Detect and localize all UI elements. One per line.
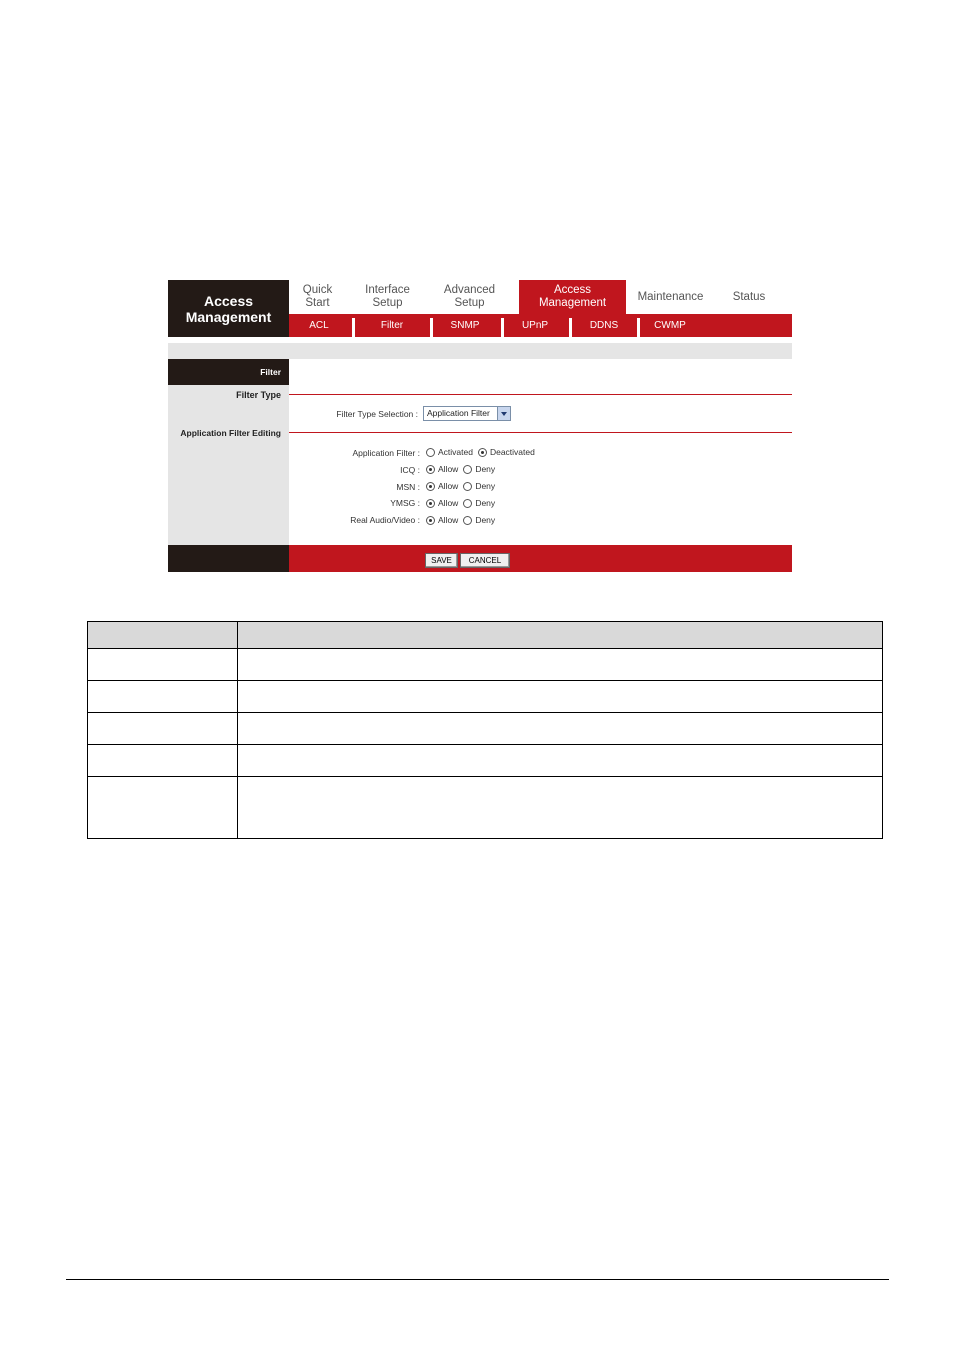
radio-real-av-deny[interactable]	[463, 516, 472, 525]
tab-interface-setup-label: Interface Setup	[365, 284, 410, 309]
radio-msn-deny-label: Deny	[475, 481, 496, 491]
radio-ymsg-allow[interactable]	[426, 499, 435, 508]
real-audio-video-label: Real Audio/Video :	[350, 515, 420, 525]
radio-ymsg-allow-label: Allow	[438, 498, 459, 508]
tab-interface-setup[interactable]	[350, 280, 425, 314]
sub-nav	[289, 314, 792, 337]
subtab-cwmp[interactable]: CWMP	[654, 320, 686, 331]
tab-status-label: Status	[732, 290, 766, 303]
radio-ymsg-deny-label: Deny	[475, 498, 496, 508]
footer-left-block	[168, 545, 289, 572]
table-cell	[88, 649, 238, 681]
section-title: Filter	[168, 359, 289, 385]
radio-icq-deny-label: Deny	[475, 464, 496, 474]
radio-real-av-allow-label: Allow	[438, 515, 459, 525]
tab-access-management[interactable]	[519, 280, 626, 314]
radio-icq-deny[interactable]	[463, 465, 472, 474]
radio-deactivated-label: Deactivated	[489, 447, 535, 457]
table-cell	[238, 713, 883, 745]
ymsg-radio-group	[426, 498, 500, 508]
table-row	[88, 649, 883, 681]
table-row	[88, 681, 883, 713]
subtab-ddns[interactable]: DDNS	[589, 320, 619, 331]
filter-type-select[interactable]	[423, 406, 511, 421]
application-filter-radio-group	[426, 447, 540, 457]
main-nav	[289, 280, 792, 314]
icq-radio-group	[426, 464, 500, 474]
table-cell	[238, 745, 883, 777]
radio-msn-deny[interactable]	[463, 482, 472, 491]
tab-quick-start-label: Quick Start	[302, 284, 333, 309]
footer-action-bar	[289, 545, 792, 572]
radio-msn-allow-label: Allow	[438, 481, 459, 491]
application-filter-label: Application Filter :	[352, 448, 420, 458]
tab-maintenance-label: Maintenance	[637, 290, 704, 303]
subtab-acl[interactable]: ACL	[309, 320, 329, 331]
tab-advanced-setup[interactable]	[431, 280, 508, 314]
brand-logo	[168, 280, 289, 337]
radio-msn-allow[interactable]	[426, 482, 435, 491]
tab-access-management-label: Access Management	[538, 284, 607, 309]
filter-type-select-value: Application Filter	[427, 408, 490, 418]
filter-type-selection-label: Filter Type Selection :	[336, 409, 418, 419]
table-cell	[238, 777, 883, 839]
radio-activated[interactable]	[426, 448, 435, 457]
cancel-button[interactable]: CANCEL	[460, 553, 510, 568]
table-row	[88, 777, 883, 839]
table-row	[88, 713, 883, 745]
description-table	[87, 621, 883, 839]
radio-icq-allow[interactable]	[426, 465, 435, 474]
tab-status[interactable]	[719, 280, 779, 314]
icq-label: ICQ :	[400, 465, 420, 475]
save-button[interactable]: SAVE	[425, 553, 458, 568]
router-admin-panel	[168, 280, 792, 572]
tab-quick-start[interactable]	[289, 280, 346, 314]
subtab-filter[interactable]: Filter	[380, 320, 404, 331]
radio-deactivated[interactable]	[478, 448, 487, 457]
table-cell	[88, 777, 238, 839]
tab-maintenance[interactable]	[632, 280, 709, 314]
table-cell	[238, 681, 883, 713]
tab-advanced-setup-label: Advanced Setup	[443, 284, 496, 309]
filter-type-heading: Filter Type	[236, 390, 281, 400]
table-cell	[88, 681, 238, 713]
real-audio-video-radio-group	[426, 515, 500, 525]
table-cell	[88, 745, 238, 777]
table-header-cell	[88, 622, 238, 649]
table-header-cell	[238, 622, 883, 649]
radio-real-av-allow[interactable]	[426, 516, 435, 525]
subtab-snmp[interactable]: SNMP	[450, 320, 480, 331]
chevron-down-icon[interactable]	[497, 407, 510, 420]
table-cell	[238, 649, 883, 681]
radio-icq-allow-label: Allow	[438, 464, 459, 474]
divider	[289, 394, 792, 395]
radio-activated-label: Activated	[438, 447, 473, 457]
table-row	[88, 745, 883, 777]
msn-radio-group	[426, 481, 500, 491]
subtab-upnp[interactable]: UPnP	[521, 320, 549, 331]
brand-label: Access Management	[185, 292, 272, 325]
left-label-column	[168, 359, 289, 545]
msn-label: MSN :	[396, 482, 420, 492]
footer-rule	[66, 1279, 889, 1280]
radio-ymsg-deny[interactable]	[463, 499, 472, 508]
divider	[289, 432, 792, 433]
table-cell	[88, 713, 238, 745]
table-header-row	[88, 622, 883, 649]
radio-real-av-deny-label: Deny	[475, 515, 496, 525]
ymsg-label: YMSG :	[390, 498, 420, 508]
app-filter-editing-heading: Application Filter Editing	[180, 428, 281, 438]
header-strip	[168, 343, 792, 359]
